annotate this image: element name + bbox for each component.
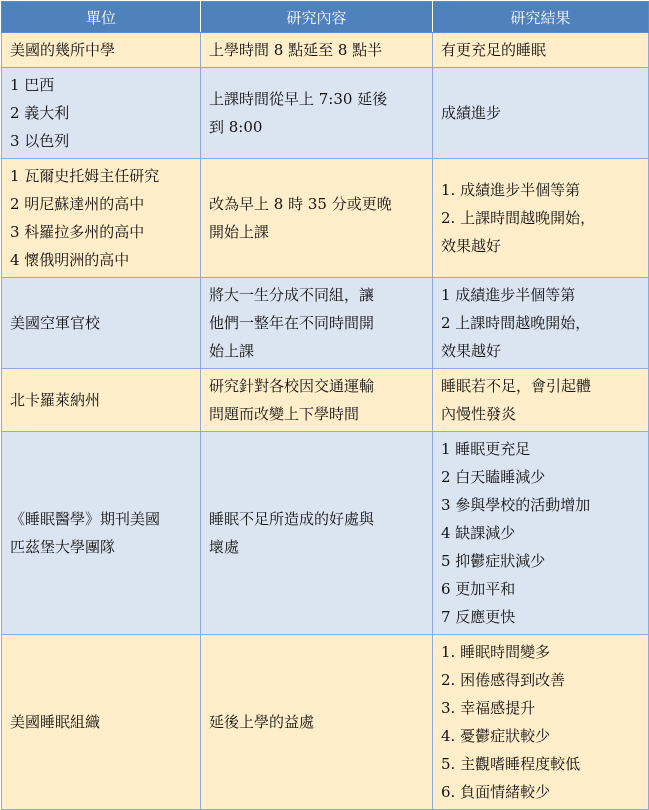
cell-unit — [2, 635, 201, 810]
cell-line: 效果越好 — [441, 237, 502, 255]
cell-line: 6 更加平和 — [441, 580, 516, 598]
cell-line: 成績進步 — [441, 104, 502, 122]
header-content: 研究內容 — [201, 2, 433, 33]
cell-result — [433, 68, 649, 159]
cell-line: 將大一生分成不同組，讓 — [209, 286, 375, 304]
cell-line: 上學時間 8 點延至 8 點半 — [209, 41, 383, 59]
cell-line: 1. 成績進步半個等第 — [441, 181, 581, 199]
table-row — [2, 432, 649, 635]
cell-unit — [2, 432, 201, 635]
research-table — [1, 1, 649, 810]
table-row — [2, 159, 649, 278]
cell-content — [201, 278, 433, 369]
cell-line: 他們一整年在不同時間開 — [209, 314, 375, 332]
cell-line: 有更充足的睡眠 — [441, 41, 547, 59]
cell-line: 改為早上 8 時 35 分或更晚 — [209, 195, 392, 213]
cell-line: 美國的幾所中學 — [10, 41, 116, 59]
cell-unit — [2, 159, 201, 278]
cell-result — [433, 369, 649, 432]
cell-unit — [2, 68, 201, 159]
cell-line: 《睡眠醫學》期刊美國 — [10, 510, 161, 528]
cell-line: 匹茲堡大學團隊 — [10, 538, 116, 556]
table-row — [2, 635, 649, 810]
cell-line: 內慢性發炎 — [441, 405, 517, 423]
cell-content — [201, 635, 433, 810]
cell-line: 北卡羅萊納州 — [10, 391, 101, 409]
table-row — [2, 278, 649, 369]
cell-line: 3 科羅拉多州的高中 — [10, 223, 145, 241]
cell-result — [433, 635, 649, 810]
cell-content — [201, 159, 433, 278]
cell-result — [433, 33, 649, 68]
cell-result — [433, 159, 649, 278]
cell-unit — [2, 369, 201, 432]
cell-result — [433, 432, 649, 635]
cell-line: 到 8:00 — [209, 118, 263, 136]
cell-line: 美國空軍官校 — [10, 314, 101, 332]
cell-content — [201, 369, 433, 432]
cell-line: 3 參與學校的活動增加 — [441, 496, 591, 514]
cell-unit — [2, 33, 201, 68]
cell-line: 6. 負面情緒較少 — [441, 783, 551, 801]
cell-line: 1. 睡眠時間變多 — [441, 643, 551, 661]
table-row — [2, 33, 649, 68]
cell-line: 始上課 — [209, 342, 255, 360]
cell-line: 睡眠若不足，會引起體 — [441, 377, 592, 395]
cell-line: 睡眠不足所造成的好處與 — [209, 510, 375, 528]
cell-line: 1 成績進步半個等第 — [441, 286, 576, 304]
cell-unit — [2, 278, 201, 369]
cell-line: 開始上課 — [209, 223, 270, 241]
cell-line: 1 瓦爾史托姆主任研究 — [10, 167, 160, 185]
cell-line: 壞處 — [209, 538, 240, 556]
cell-line: 4 懷俄明洲的高中 — [10, 251, 130, 269]
header-unit: 單位 — [2, 2, 201, 33]
cell-line: 延後上學的益處 — [209, 713, 315, 731]
cell-line: 3 以色列 — [10, 132, 70, 150]
header-result: 研究結果 — [433, 2, 649, 33]
cell-line: 2 白天瞌睡減少 — [441, 468, 546, 486]
cell-line: 7 反應更快 — [441, 608, 516, 626]
cell-line: 2. 困倦感得到改善 — [441, 671, 566, 689]
cell-line: 1 睡眠更充足 — [441, 440, 531, 458]
table-row — [2, 369, 649, 432]
cell-line: 研究針對各校因交通運輸 — [209, 377, 375, 395]
cell-content — [201, 33, 433, 68]
cell-line: 2. 上課時間越晚開始， — [441, 209, 596, 227]
cell-line: 5 抑鬱症狀減少 — [441, 552, 546, 570]
cell-content — [201, 432, 433, 635]
cell-line: 4 缺課減少 — [441, 524, 516, 542]
cell-line: 2 上課時間越晚開始， — [441, 314, 591, 332]
cell-line: 問題而改變上下學時間 — [209, 405, 360, 423]
cell-line: 2 義大利 — [10, 104, 70, 122]
cell-line: 上課時間從早上 7:30 延後 — [209, 90, 388, 108]
table-row — [2, 68, 649, 159]
cell-result — [433, 278, 649, 369]
cell-line: 1 巴西 — [10, 76, 55, 94]
header-row — [2, 2, 649, 33]
cell-line: 效果越好 — [441, 342, 502, 360]
cell-line: 4. 憂鬱症狀較少 — [441, 727, 551, 745]
cell-content — [201, 68, 433, 159]
cell-line: 5. 主觀嗜睡程度較低 — [441, 755, 581, 773]
cell-line: 2 明尼蘇達州的高中 — [10, 195, 145, 213]
cell-line: 3. 幸福感提升 — [441, 699, 536, 717]
cell-line: 美國睡眠組織 — [10, 713, 101, 731]
